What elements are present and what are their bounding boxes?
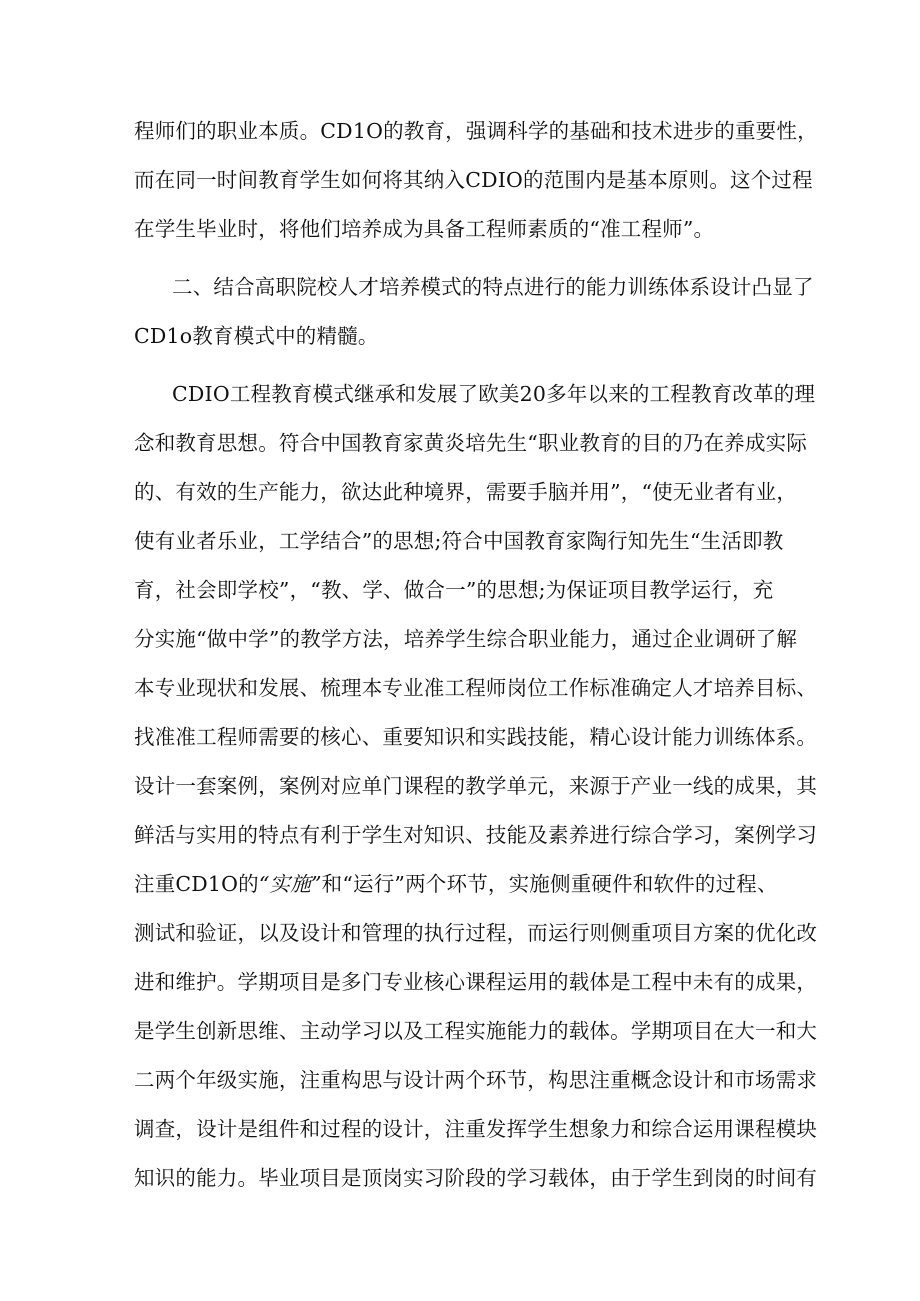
text-line-22: 知识的能力。毕业项目是顶岗实习阶段的学习载体，由于学生到岗的时间有: [134, 1166, 818, 1190]
text-line-10: 育，社会即学校”，“教、学、做合一”的思想;为保证项目教学运行，充: [134, 578, 774, 602]
text-line-19: 是学生创新思维、主动学习以及工程实施能力的载体。学期项目在大一和大: [134, 1019, 818, 1043]
text-line-20: 二两个年级实施，注重构思与设计两个环节，构思注重概念设计和市场需求: [134, 1068, 818, 1092]
text-line-14: 设计一套案例，案例对应单门课程的教学单元，来源于产业一线的成果，其: [134, 774, 818, 798]
text-line-6: CDIO工程教育模式继承和发展了欧美20多年以来的工程教育改革的理: [172, 382, 816, 406]
text-line-1: 程师们的职业本质。CD1O的教育，强调科学的基础和技术进步的重要性，: [134, 119, 818, 143]
text-line-7: 念和教育思想。符合中国教育家黄炎培先生“职业教育的目的乃在养成实际: [134, 431, 808, 455]
text-line-17: 测试和验证，以及设计和管理的执行过程，而运行则侧重项目方案的优化改: [134, 921, 818, 945]
section-heading-line-2: CD1o教育模式中的精髓。: [134, 324, 379, 348]
text-line-18: 进和维护。学期项目是多门专业核心课程运用的载体是工程中未有的成果，: [134, 970, 818, 994]
text-line-16-rest: 和“运行”两个环节，实施侧重硬件和软件的过程、: [321, 872, 778, 896]
text-line-16-prefix: 注重CD1O的: [134, 872, 259, 896]
text-line-16-italic: “实施”: [258, 872, 322, 896]
text-line-9: 使有业者乐业，工学结合”的思想;符合中国教育家陶行知先生“生活即教: [134, 529, 784, 553]
text-line-8: 的、有效的生产能力，欲达此种境界，需要手脑并用”，“使无业者有业，: [134, 480, 798, 504]
text-line-3: 在学生毕业时，将他们培养成为具备工程师素质的“准工程师”。: [134, 217, 715, 241]
section-heading-line-1: 二、结合高职院校人才培养模式的特点进行的能力训练体系设计凸显了: [172, 275, 814, 299]
text-line-2: 而在同一时间教育学生如何将其纳入CDIO的范围内是基本原则。这个过程: [134, 168, 813, 192]
text-line-15: 鲜活与实用的特点有利于学生对知识、技能及素养进行综合学习，案例学习: [134, 823, 818, 847]
text-line-12: 本专业现状和发展、梳理本专业准工程师岗位工作标准确定人才培养目标、: [134, 676, 818, 700]
text-line-16: [134, 869, 778, 899]
text-line-13: 找准准工程师需要的核心、重要知识和实践技能，精心设计能力训练体系。: [134, 725, 818, 749]
text-line-11: 分实施“做中学”的教学方法，培养学生综合职业能力，通过企业调研了解: [134, 627, 798, 651]
text-line-21: 调查，设计是组件和过程的设计，注重发挥学生想象力和综合运用课程模块: [134, 1117, 818, 1141]
